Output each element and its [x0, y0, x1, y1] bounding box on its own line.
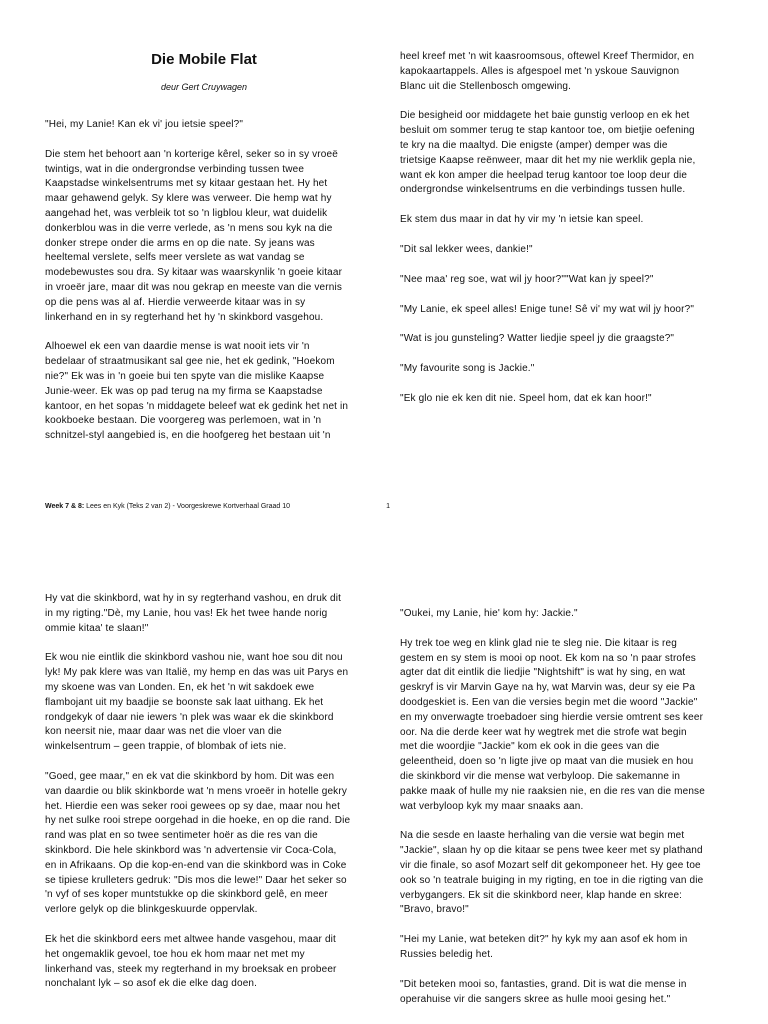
page2-left-column: [45, 592, 363, 1007]
paragraph: "My favourite song is Jackie.": [400, 363, 535, 375]
footer-week: Week 7 & 8:: [45, 503, 85, 510]
paragraph: "Goed, gee maar," en ek vat die skinkbord by hom. Dit was een van daardie ou blik skinkborde wat 'n mens vroeër in hotelle gekry het. Hierdie een was seker rooi gewees op sy dae, maar nou het hy net sulke rooi strepe oorgehad in die hoeke, en op die rand. Die rand was plat en so twee sentimeter hoër as die res van die skinkbord. Die hele skinkbord was 'n advertensie vir Coca-Cola, en in Afrikaans. Op die kop-en-end van die skinkbord was in Coke se tipiese krulleters gedruk: "Dis mos die lewe!" Daar het seker so 'n vyf of ses koper muntstukke op die skinkbord gelê, en meer verlore gelyk op die blinkgeskuurde oppervlak.: [45, 770, 351, 916]
paragraph: "Oukei, my Lanie, hie' kom hy: Jackie.": [400, 608, 578, 619]
paragraph: Hy trek toe weg en klink glad nie te sleg nie. Die kitaar is reg gestem en sy stem is mooi op noot. Ek kom na so 'n paar strofes agter dat dit eintlik die liedjie "Nightshift" is wat hy sing, en wat geskryf is vir Marvin Gaye na hy, wat Marvin was, deur sy eie Pa doodgeskiet is. Een van die versies begin met die woord "Jackie" en my onverwagte troebadoer sing hierdie versie omtrent ses keer oor. Na die derde keer wat hy wegtrek met die strofe wat begin met die woordjie "Jackie" kom ek ook in die gees van die geleentheid, doen so 'n ligte jive op maat van die musiek en hou die skinkbord vir die mense wat verbyloop. Die sakemanne in pakke maak of hulle my nie raaksien nie, en die res van die mense wat verbyloop kyk my maar snaaks aan.: [400, 637, 705, 812]
paragraph: Ek het die skinkbord eers met altwee hande vasgehou, maar dit het ongemaklik gevoel, toe hou ek hom maar net met my linkerhand vas, steek my regterhand in my broeksak en probeer nonchalant lyk – so asof ek die elke dag doen.: [45, 933, 337, 990]
paragraph: "Nee maa' reg soe, wat wil jy hoor?""Wat kan jy speel?": [400, 273, 654, 285]
paragraph: "Dit beteken mooi so, fantasties, grand. Dit is wat die mense in operahuise vir die sangers skree as hulle mooi gesing het.": [400, 978, 687, 1005]
paragraph: Hy vat die skinkbord, wat hy in sy regterhand vashou, en druk dit in my rigting."Dè, my Lanie, hou vas! Ek het twee hande norig ommie kitaa' te slaan!": [45, 593, 342, 634]
paragraph: heel kreef met 'n wit kaasroomsous, oftewel Kreef Thermidor, en kapokaartappels. Alles is afgespoel met 'n yskoue Sauvignon Blanc uit die Stellenbosch omgewing.: [400, 51, 695, 92]
paragraph: "My Lanie, ek speel alles! Enige tune! Sê vi' my wat wil jy hoor?": [400, 303, 695, 315]
paragraph: "Dit sal lekker wees, dankie!": [400, 243, 533, 255]
paragraph: Die stem het behoort aan 'n korterige kêrel, seker so in sy vroeë twintigs, wat in die ondergrondse verbinding tussen twee Kaapstadse winkelsentrums met sy kitaar gestaan het. Hy het maar gehawend gelyk. Sy klere was verweer. Die hemp wat hy aangehad het, was verbleik tot so 'n ligblou kleur, wat duidelik donkerblou was in die verre verlede, as 'n mens sou kyk na die donker strepe onder die arms en op die nate. Sy jeans was heeltemal verslete, selfs meer verslete as wat vandag se modebewustes sou dra. Sy kitaar was waarskynlik 'n goeie kitaar in vroeër jare, maar dit was nou gekrap en meeste van die vernis op die pens was al af. Hierdie verweerde kitaar was in sy linkerhand en in sy regterhand het hy 'n skinkbord vasgehou.: [45, 148, 343, 323]
page-footer: [45, 502, 390, 511]
page2-right-column: [400, 607, 718, 1022]
paragraph: "Hei my Lanie, wat beteken dit?" hy kyk my aan asof ek hom in Russies beledig het.: [400, 934, 688, 960]
story-author: deur Gert Cruywagen: [160, 82, 248, 92]
paragraph: Ek stem dus maar in dat hy vir my 'n ietsie kan speel.: [400, 214, 644, 226]
paragraph: Na die sesde en laaste herhaling van die versie wat begin met "Jackie", slaan hy op die kitaar se pens twee keer met sy plathand vir die finale, so asof Mozart self dit gekomponeer het. Hy gee toe ook so 'n teatrale buiging in my rigting, en toe in die rigting van die verbygangers. Ek sit die skinkbord neer, klap hande en skree: "Bravo, bravo!": [400, 830, 704, 916]
paragraph: "Wat is jou gunsteling? Watter liedjie speel jy die graagste?": [400, 333, 675, 345]
page1-right-column: [400, 50, 718, 422]
paragraph: "Ek glo nie ek ken dit nie. Speel hom, dat ek kan hoor!": [400, 392, 652, 404]
story-title: Die Mobile Flat: [151, 51, 257, 68]
footer-text: Lees en Kyk (Teks 2 van 2) - Voorgeskrewe Kortverhaal Graad 10: [84, 503, 290, 510]
paragraph: Ek wou nie eintlik die skinkbord vashou nie, want hoe sou dit nou lyk! My pak klere was van Italië, my hemp en das was uit Parys en my skoene was van Londen. En, ek het 'n wit sakdoek ewe flambojant uit my baadjie se boonste sak laat uithang. Ek het rondgekyk of daar nie iewers 'n plek was waar ek die skinkbord kon neersit nie, maar daar was net die vloer van die winkelsentrum – geen trappie, of blombak of iets nie.: [45, 652, 349, 753]
page-number: 1: [386, 503, 390, 510]
paragraph: Alhoewel ek een van daardie mense is wat nooit iets vir 'n bedelaar of straatmusikant sal gee nie, het ek gedink, "Hoekom nie?" Ek was in 'n goeie bui ten spyte van die mislike Kaapse Junie-weer. Ek was op pad terug na my firma se Kaapstadse kantoor, en het sopas 'n middagete beleef wat ek gedink het net in kookboeke bestaan. Die voorgereg was perlemoen, wat in 'n schnitzel-styl aangebied is, en die hoofgereg het bestaan uit 'n: [45, 341, 349, 442]
page1-left-column: [45, 118, 363, 459]
paragraph: "Hei, my Lanie! Kan ek vi' jou ietsie speel?": [45, 119, 244, 130]
paragraph: Die besigheid oor middagete het baie gunstig verloop en ek het besluit om sommer terug te stap kantoor toe, om bietjie oefening te kry na die maaltyd. Die enigste (amper) demper was die trietsige Kaapse reënweer, maar dit het my nie werklik gepla nie, want ek kon amper die heelpad terug kantoor toe loop deur die ondergrondse winkelsentrums en die verbindings tussen hulle.: [400, 110, 696, 196]
